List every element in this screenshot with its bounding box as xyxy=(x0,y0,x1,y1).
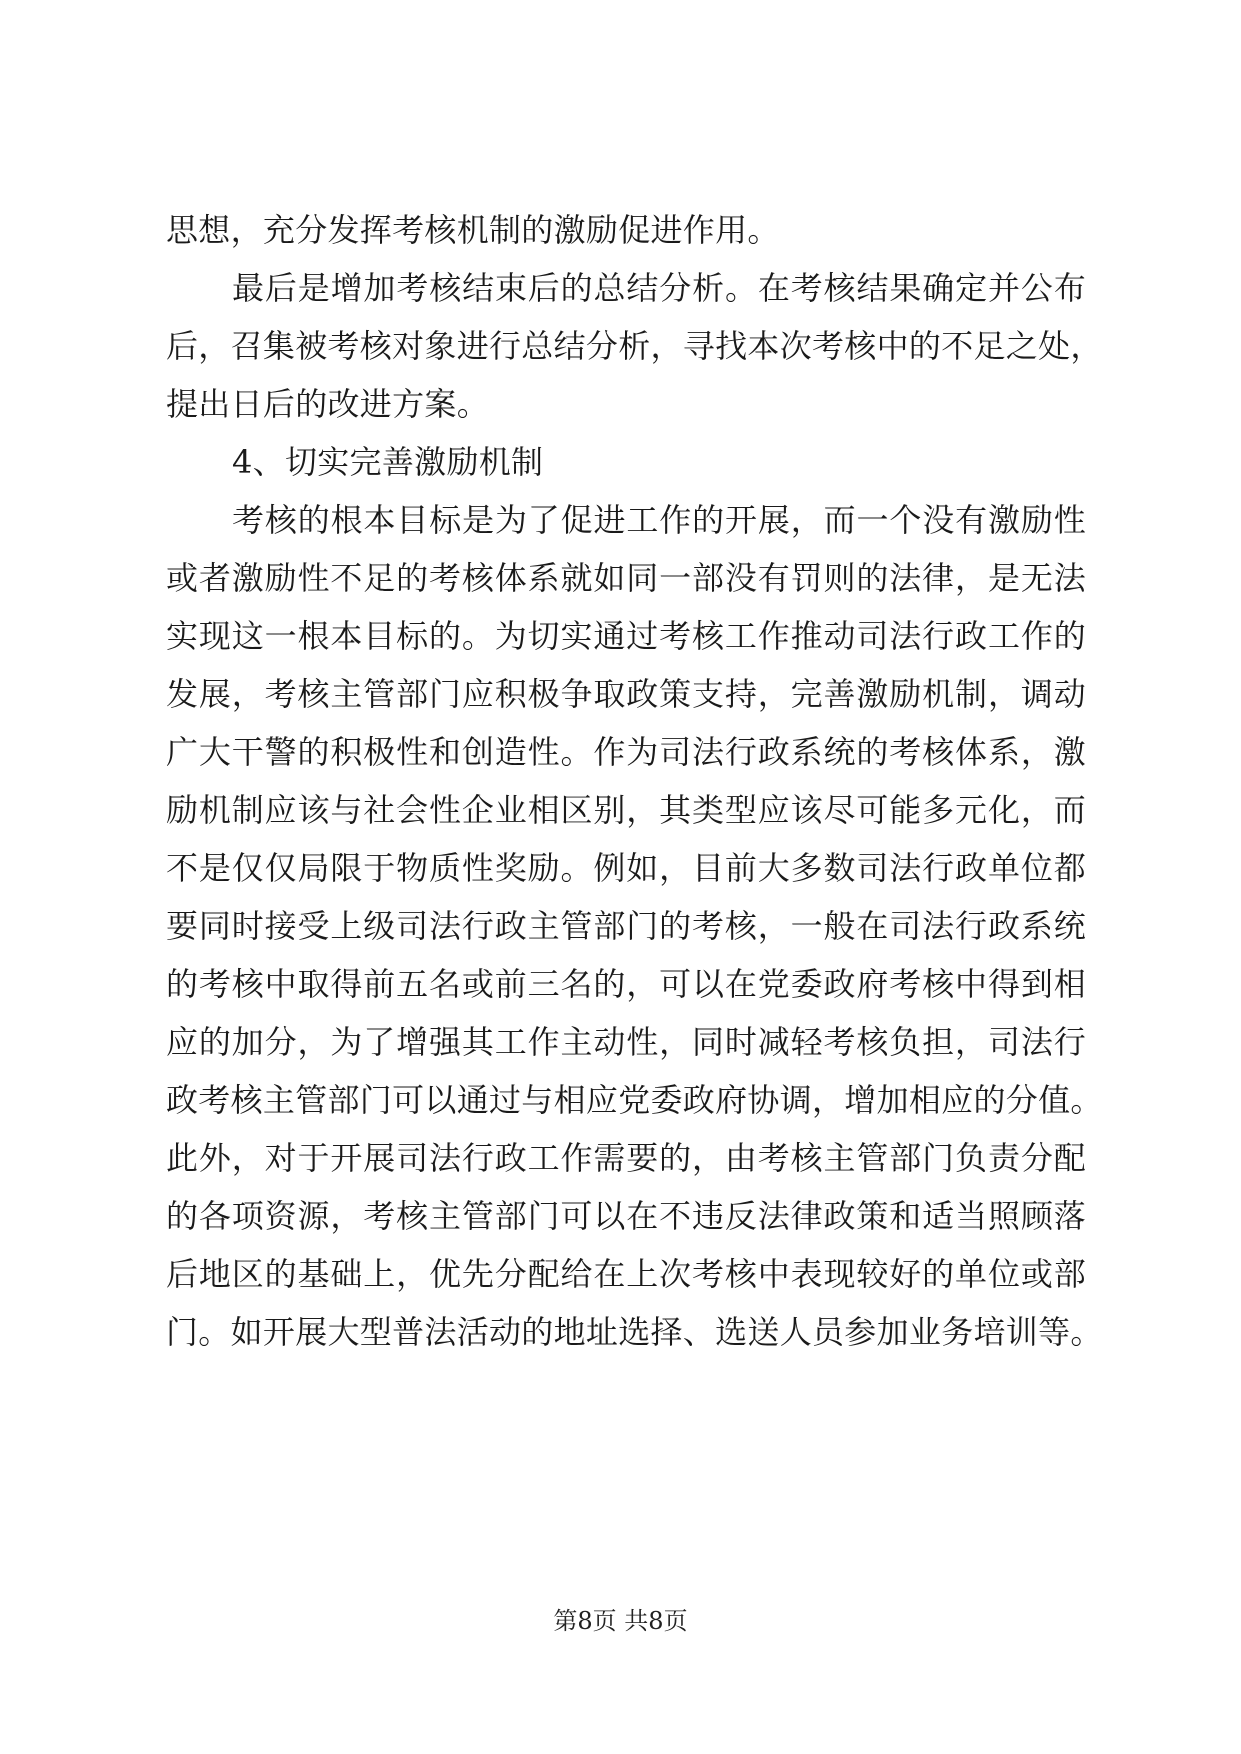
paragraph-line: 考核的根本目标是为了促进工作的开展，而一个没有激励性 xyxy=(232,501,1086,539)
paragraph-line: 最后是增加考核结束后的总结分析。在考核结果确定并公布 xyxy=(232,269,1086,307)
text-line: 后地区的基础上，优先分配给在上次考核中表现较好的单位或部 xyxy=(166,1255,1086,1293)
text-line: 或者激励性不足的考核体系就如同一部没有罚则的法律，是无法 xyxy=(166,559,1086,597)
text-line: 励机制应该与社会性企业相区别，其类型应该尽可能多元化，而 xyxy=(166,791,1086,829)
text-line: 应的加分，为了增强其工作主动性，同时减轻考核负担，司法行 xyxy=(166,1023,1086,1061)
text-line: 要同时接受上级司法行政主管部门的考核，一般在司法行政系统 xyxy=(166,907,1086,945)
text-line: 的各项资源，考核主管部门可以在不违反法律政策和适当照顾落 xyxy=(166,1197,1086,1235)
section-heading: 4、切实完善激励机制 xyxy=(232,443,544,481)
text-line: 实现这一根本目标的。为切实通过考核工作推动司法行政工作的 xyxy=(166,617,1086,655)
text-line: 提出日后的改进方案。 xyxy=(166,385,490,423)
text-line: 的考核中取得前五名或前三名的，可以在党委政府考核中得到相 xyxy=(166,965,1086,1003)
text-line: 不是仅仅局限于物质性奖励。例如，目前大多数司法行政单位都 xyxy=(166,849,1086,887)
text-line: 此外，对于开展司法行政工作需要的，由考核主管部门负责分配 xyxy=(166,1139,1086,1177)
text-line: 政考核主管部门可以通过与相应党委政府协调，增加相应的分值。 xyxy=(166,1081,1103,1119)
page-number-footer: 第8页 共8页 xyxy=(553,1607,688,1635)
text-line: 发展，考核主管部门应积极争取政策支持，完善激励机制，调动 xyxy=(166,675,1086,713)
text-line: 门。如开展大型普法活动的地址选择、选送人员参加业务培训等。 xyxy=(166,1313,1103,1351)
text-line: 思想，充分发挥考核机制的激励促进作用。 xyxy=(166,211,780,249)
text-line: 广大干警的积极性和创造性。作为司法行政系统的考核体系，激 xyxy=(166,733,1086,771)
text-line: 后，召集被考核对象进行总结分析，寻找本次考核中的不足之处， xyxy=(166,327,1103,365)
